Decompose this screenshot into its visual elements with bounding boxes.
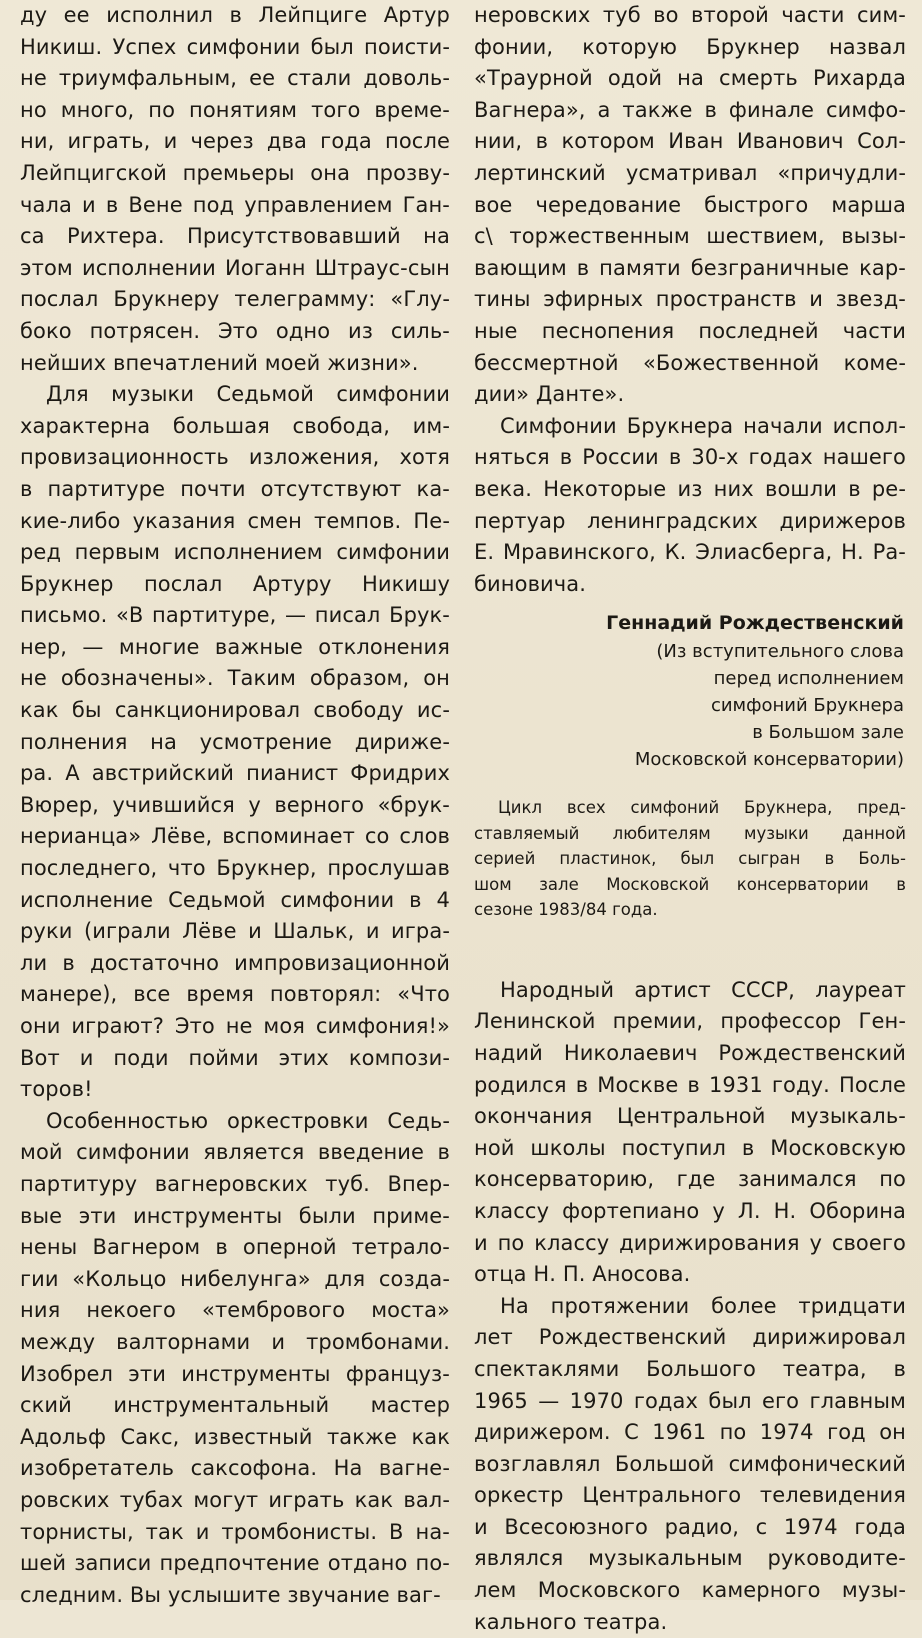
- text-line: ли в достаточно импровизационной: [20, 950, 450, 975]
- paragraph: [20, 379, 450, 1106]
- source-attribution: [474, 638, 906, 773]
- text-line: манере), все время повторял: «Что: [20, 982, 450, 1007]
- text-line: они играют? Это не моя симфония!»: [20, 1014, 450, 1038]
- text-line: провизационность изложения, хотя: [20, 445, 450, 470]
- text-line: вые эти инструменты были приме-: [20, 1203, 450, 1228]
- text-line: лет Рождественский дирижировал: [474, 1325, 906, 1350]
- text-line: родился в Москве в 1931 году. После: [474, 1072, 906, 1097]
- text-line: ной школы поступил в Московскую: [474, 1135, 906, 1160]
- text-line: отца Н. П. Аносова.: [474, 1262, 691, 1287]
- text-line: биновича.: [474, 571, 587, 596]
- text-line: Никиш. Успех симфонии был поисти-: [20, 34, 450, 59]
- text-line: партитуру вагнеровских туб. Впер-: [20, 1171, 450, 1196]
- text-line: неровских туб во второй части сим-: [474, 3, 906, 27]
- text-line: Изобрел эти инструменты француз-: [20, 1361, 450, 1386]
- source-line: перед исполнением: [713, 668, 904, 690]
- cycle-note: [474, 795, 906, 923]
- text-line: возглавлял Большой симфонический: [474, 1451, 906, 1476]
- text-line: Для музыки Седьмой симфонии: [46, 382, 450, 407]
- text-line: письмо. «В партитуре, — писал Брук-: [20, 603, 450, 628]
- text-line: мой симфонии является введение в: [20, 1140, 450, 1165]
- text-line: дирижером. С 1961 по 1974 год он: [474, 1420, 906, 1445]
- text-line: нии, в котором Иван Иванович Сол-: [474, 129, 906, 154]
- paragraph: [474, 0, 906, 411]
- text-line: 1965 — 1970 годах был его главным: [474, 1388, 906, 1413]
- text-line: кие-либо указания смен темпов. Пе-: [20, 508, 450, 533]
- text-line: послал Брукнеру телеграмму: «Глу-: [20, 287, 450, 312]
- text-line: характерна большая свобода, им-: [20, 413, 450, 438]
- text-line: окончания Центральной музыкаль-: [474, 1104, 906, 1129]
- text-line: последнего, что Брукнер, прослушав: [20, 856, 450, 881]
- conductor-biography: [474, 975, 906, 1638]
- text-line: торнисты, так и тромбонисты. В на-: [20, 1519, 450, 1544]
- text-line: и по классу дирижирования у своего: [474, 1230, 906, 1255]
- text-line: нены Вагнером в оперной тетрало-: [20, 1235, 450, 1260]
- text-line: Вюрер, учившийся у верного «брук-: [20, 792, 450, 817]
- text-line: исполнение Седьмой симфонии в 4: [20, 887, 450, 912]
- text-line: с\ торжественным шествием, вызы-: [474, 224, 906, 249]
- text-line: этом исполнении Иоганн Штраус-сын: [20, 255, 450, 280]
- author-name: Геннадий Рождественский: [606, 612, 904, 635]
- text-line: в партитуре почти отсутствуют ка-: [20, 476, 450, 501]
- text-line: Народный артист СССР, лауреат: [500, 977, 906, 1002]
- text-line: ский инструментальный мастер: [20, 1393, 450, 1418]
- text-line: Ленинской премии, профессор Ген-: [474, 1009, 906, 1034]
- source-line: Московской консерватории): [634, 749, 904, 771]
- right-column: [474, 0, 906, 1638]
- left-column: [20, 0, 450, 1611]
- text-line: руки (играли Лёве и Шальк, и игра-: [20, 919, 450, 944]
- text-line: века. Некоторые из них вошли в ре-: [474, 476, 906, 501]
- note-line: серией пластинок, был сыгран в Боль-: [474, 849, 906, 869]
- text-line: чала и в Вене под управлением Ган-: [20, 192, 450, 217]
- text-line: консерваторию, где занимался по: [474, 1167, 906, 1192]
- text-line: гии «Кольцо нибелунга» для созда-: [20, 1266, 450, 1291]
- text-line: «Траурной одой на смерть Рихарда: [474, 66, 906, 91]
- note-line: Цикл всех симфоний Брукнера, пред-: [498, 798, 906, 818]
- text-line: няться в России в 30-х годах нашего: [474, 445, 906, 470]
- text-line: тины эфирных пространств и звезд-: [474, 287, 906, 312]
- source-line: (Из вступительного слова: [656, 641, 904, 663]
- paragraph: [20, 0, 450, 379]
- text-line: оркестр Центрального телевидения: [474, 1483, 906, 1508]
- text-line: являлся музыкальным руководите-: [474, 1546, 906, 1571]
- text-line: боко потрясен. Это одно из силь-: [20, 318, 450, 343]
- text-line: са Рихтера. Присутствовавший на: [20, 224, 450, 249]
- text-line: Лейпцигской премьеры она прозву-: [20, 160, 450, 185]
- right-paragraphs: [474, 0, 906, 600]
- text-line: изобретатель саксофона. На вагне-: [20, 1456, 450, 1481]
- text-line: как бы санкционировал свободу ис-: [20, 698, 450, 723]
- source-line: симфоний Брукнера: [710, 695, 904, 717]
- text-line: не триумфальным, ее стали доволь-: [20, 66, 450, 91]
- text-line: не обозначены». Таким образом, он: [20, 666, 450, 691]
- source-line: в Большом зале: [752, 722, 904, 744]
- text-line: ные песнопения последней части: [474, 318, 906, 343]
- text-line: шей записи предпочтение отдано по-: [20, 1551, 450, 1576]
- note-line: сезоне 1983/84 года.: [474, 900, 658, 920]
- text-line: полнения на усмотрение дирижe-: [20, 729, 450, 754]
- text-line: кального театра.: [474, 1609, 668, 1634]
- text-line: нейших впечатлений моей жизни».: [20, 350, 419, 375]
- text-line: спектаклями Большого театра, в: [474, 1356, 906, 1381]
- text-line: Вагнера», а также в финале симфо-: [474, 97, 906, 122]
- text-line: Е. Мравинского, К. Элиасберга, Н. Ра-: [474, 540, 906, 565]
- text-line: вое чередование быстрого марша: [474, 192, 906, 217]
- text-line: ния некоего «тембрового моста»: [20, 1298, 450, 1323]
- text-line: фонии, которую Брукнер назвал: [474, 34, 906, 59]
- text-line: лем Московского камерного музы-: [474, 1578, 906, 1603]
- note-line: шом зале Московской консерватории в: [474, 874, 906, 894]
- text-line: Симфонии Брукнера начали испол-: [500, 413, 906, 438]
- paragraph: [20, 1106, 450, 1612]
- paragraph: [474, 975, 906, 1291]
- paragraph: [474, 411, 906, 601]
- text-line: вающим в памяти безграничные кар-: [474, 255, 906, 280]
- text-line: ра. А австрийский пианист Фридрих: [20, 761, 450, 786]
- note-line: ставляемый любителям музыки данной: [474, 823, 906, 843]
- text-line: дии» Данте».: [474, 382, 625, 407]
- text-line: Особенностью оркестровки Седь-: [46, 1108, 450, 1133]
- text-line: классу фортепиано у Л. Н. Оборина: [474, 1198, 906, 1223]
- text-line: ред первым исполнением симфонии: [20, 540, 450, 565]
- text-line: ровских тубах могут играть как вал-: [20, 1487, 450, 1512]
- text-line: но много, по понятиям того време-: [20, 97, 450, 122]
- text-line: ду ее исполнил в Лейпциге Артур: [20, 3, 450, 27]
- text-line: нерианца» Лёве, вспоминает со слов: [20, 824, 450, 849]
- text-line: нер, — многие важные отклонения: [20, 634, 450, 659]
- text-line: надий Николаевич Рождественский: [474, 1040, 906, 1065]
- text-line: лертинский усматривал «причудли-: [474, 160, 906, 185]
- text-line: Вот и поди пойми этих компози-: [20, 1045, 450, 1070]
- text-line: следним. Вы услышите звучание ваг-: [20, 1582, 441, 1607]
- text-line: между валторнами и тромбонами.: [20, 1329, 450, 1354]
- paragraph: [474, 1291, 906, 1638]
- text-line: пертуар ленинградских дирижеров: [474, 508, 906, 533]
- text-line: ни, играть, и через два года после: [20, 129, 450, 154]
- text-line: бессмертной «Божественной коме-: [474, 350, 906, 375]
- text-line: и Всесоюзного радио, с 1974 года: [474, 1514, 906, 1539]
- text-line: Брукнер послал Артуру Никишу: [20, 571, 450, 596]
- text-line: На протяжении более тридцати: [500, 1293, 906, 1318]
- text-line: торов!: [20, 1077, 93, 1102]
- text-line: Адольф Сакс, известный также как: [20, 1424, 450, 1449]
